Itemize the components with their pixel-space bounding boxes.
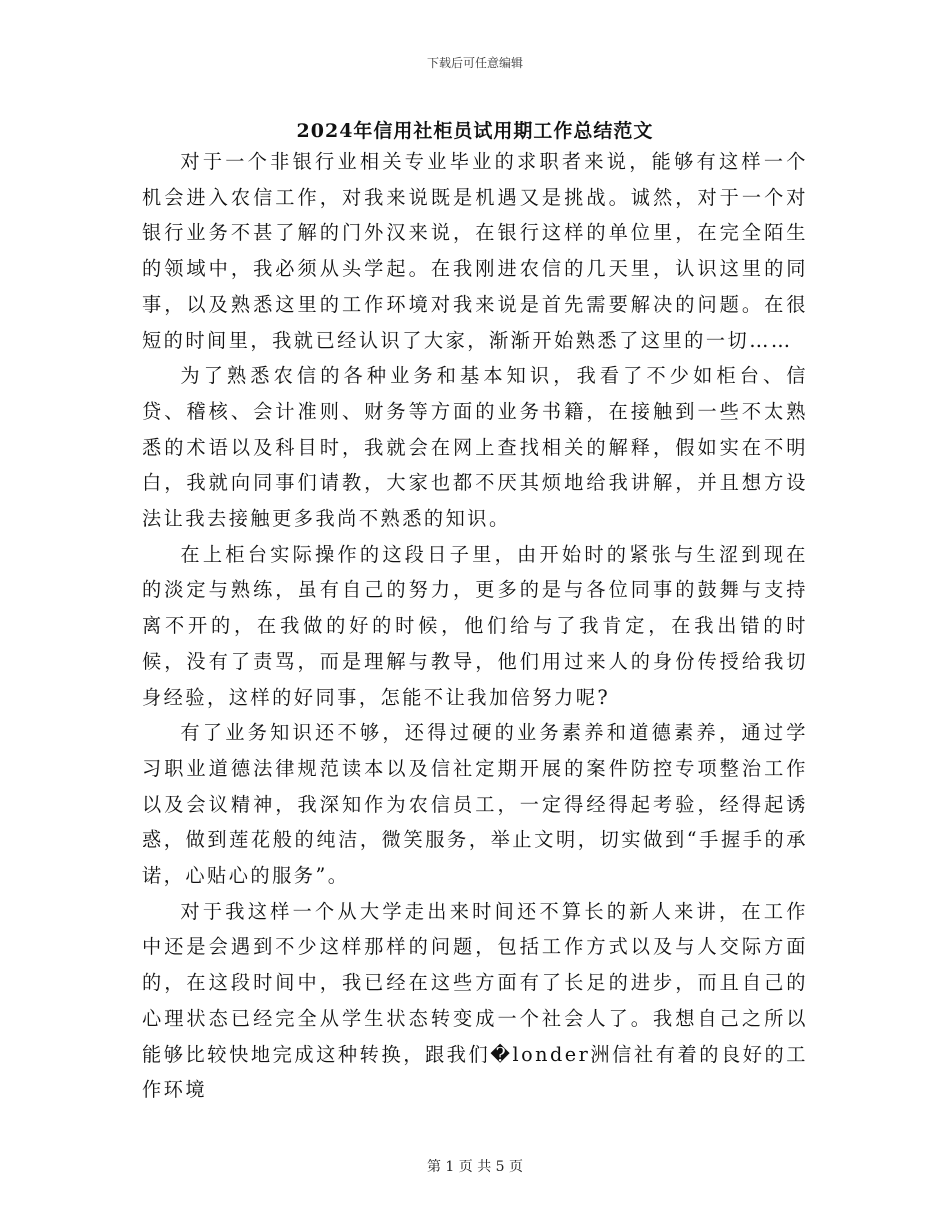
paragraph: 对于一个非银行业相关专业毕业的求职者来说，能够有这样一个机会进入农信工作，对我来说既是机遇又是挑战。诚然，对于一个对银行业务不甚了解的门外汉来说，在银行这样的单位里，在完全陌生的领域中，我必须从头学起。在我刚进农信的几天里，认识这里的同事，以及熟悉这里的工作环境对我来说是首先需要解决的问题。在很短的时间里，我就已经认识了大家，渐渐开始熟悉了这里的一切…… [142, 150, 808, 352]
paragraph: 为了熟悉农信的各种业务和基本知识，我看了不少如柜台、信贷、稽核、会计准则、财务等方面的业务书籍，在接触到一些不太熟悉的术语以及科目时，我就会在网上查找相关的解释，假如实在不明白，我就向同事们请教，大家也都不厌其烦地给我讲解，并且想方设法让我去接触更多我尚不熟悉的知识。 [142, 364, 808, 531]
document-title: 2024年信用社柜员试用期工作总结范文 [296, 120, 654, 142]
paragraph: 有了业务知识还不够，还得过硬的业务素养和道德素养，通过学习职业道德法律规范读本以及信社定期开展的案件防控专项整治工作以及会议精神，我深知作为农信员工，一定得经得起考验，经得起诱惑，做到莲花般的纯洁，微笑服务，举止文明，切实做到“手握手的承诺，心贴心的服务”。 [142, 721, 808, 888]
header-note: 下载后可任意编辑 [426, 56, 523, 70]
page-number: 第 1 页 共 5 页 [426, 1159, 524, 1175]
paragraph: 对于我这样一个从大学走出来时间还不算长的新人来讲，在工作中还是会遇到不少这样那样的问题，包括工作方式以及与人交际方面的，在这段时间中，我已经在这些方面有了长足的进步，而且自己的心理状态已经完全从学生状态转变成一个社会人了。我想自己之所以能够比较快地完成这种转换，跟我们�londer洲信社有着的良好的工作环境 [142, 899, 808, 1102]
paragraph: 在上柜台实际操作的这段日子里，由开始时的紧张与生涩到现在的淡定与熟练，虽有自己的努力，更多的是与各位同事的鼓舞与支持离不开的，在我做的好的时候，他们给与了我肯定，在我出错的时候，没有了责骂，而是理解与教导，他们用过来人的身份传授给我切身经验，这样的好同事，怎能不让我加倍努力呢? [142, 542, 808, 709]
document-body [142, 144, 808, 1108]
